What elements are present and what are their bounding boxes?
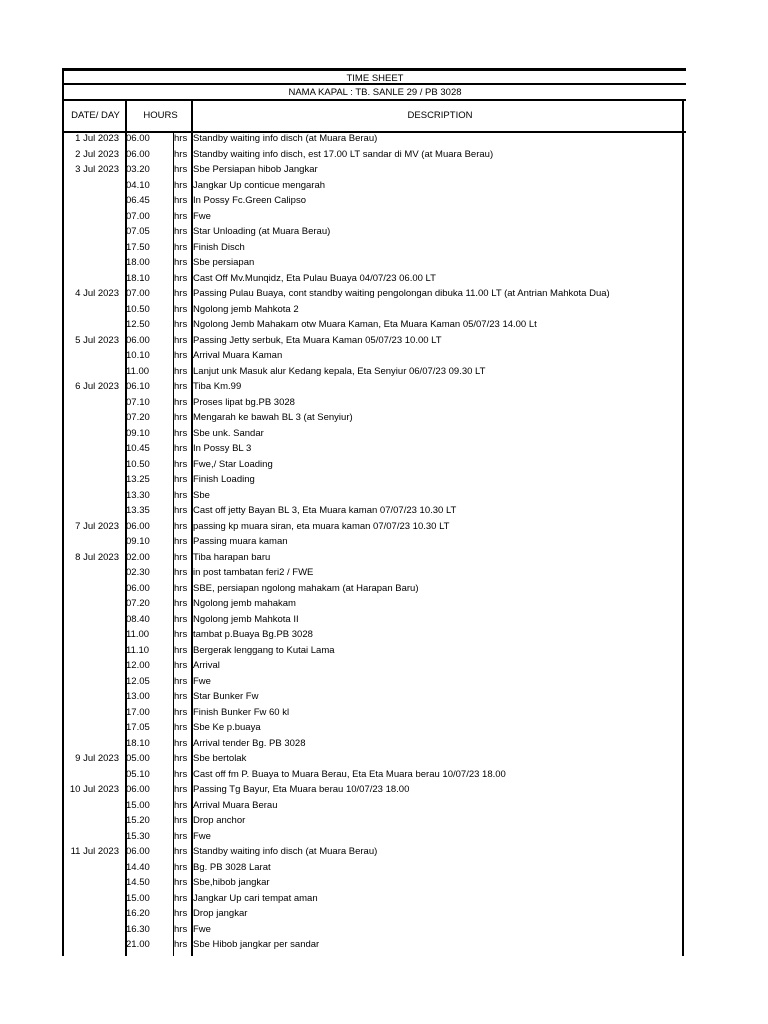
- table-row: [62, 503, 684, 519]
- table-row: [62, 472, 684, 488]
- row-time: 04.10: [126, 179, 150, 191]
- row-time: 13.35: [126, 505, 150, 516]
- row-description: Cast off jetty Bayan BL 3, Eta Muara kaman 07/07/23 10.30 LT: [193, 505, 457, 516]
- table-row: [62, 131, 684, 147]
- row-description: Standby waiting info disch (at Muara Berau): [193, 846, 378, 857]
- row-description: Fwe: [193, 675, 211, 687]
- row-date: 7 Jul 2023: [75, 520, 119, 532]
- row-time: 05.10: [126, 768, 150, 780]
- row-time: 05.00: [126, 753, 150, 764]
- row-unit: hrs: [174, 846, 188, 857]
- row-time: 18.00: [126, 257, 150, 268]
- table-row: [62, 813, 684, 829]
- table-row: [62, 441, 684, 457]
- row-unit: hrs: [174, 319, 188, 330]
- table-row: [62, 767, 684, 783]
- row-time: 21.00: [126, 939, 150, 950]
- row-description: Ngolong jemb Mahkota 2: [193, 303, 299, 315]
- table-row: [62, 240, 684, 256]
- row-time: 11.00: [126, 365, 150, 377]
- table-row: [62, 162, 684, 178]
- row-description: Sbe: [193, 489, 210, 501]
- row-date: 1 Jul 2023: [75, 133, 119, 144]
- row-unit: hrs: [174, 753, 188, 764]
- table-row: [62, 534, 684, 550]
- ship-name: NAMA KAPAL : TB. SANLE 29 / PB 3028: [62, 83, 686, 100]
- row-description: Ngolong jemb Mahkota II: [193, 613, 299, 625]
- row-unit: hrs: [174, 939, 188, 950]
- row-description: Drop jangkar: [193, 908, 248, 919]
- row-time: 12.00: [126, 660, 150, 671]
- row-date: 5 Jul 2023: [75, 334, 119, 346]
- row-unit: hrs: [174, 660, 188, 671]
- header-description: DESCRIPTION: [407, 110, 473, 121]
- row-unit: hrs: [174, 520, 188, 532]
- row-unit: hrs: [174, 210, 188, 222]
- row-description: Jangkar Up cari tempat aman: [193, 892, 318, 904]
- row-unit: hrs: [174, 706, 188, 718]
- row-description: In Possy Fc.Green Calipso: [193, 195, 306, 206]
- row-time: 06.00: [126, 334, 150, 346]
- row-unit: hrs: [174, 567, 188, 578]
- table-row: [62, 348, 684, 364]
- row-time: 17.05: [126, 722, 150, 733]
- row-time: 08.40: [126, 613, 150, 625]
- row-unit: hrs: [174, 241, 188, 253]
- row-time: 06.45: [126, 195, 150, 206]
- row-time: 17.50: [126, 241, 150, 253]
- row-unit: hrs: [174, 675, 188, 687]
- row-unit: hrs: [174, 613, 188, 625]
- row-unit: hrs: [174, 179, 188, 191]
- sheet-title: TIME SHEET: [62, 68, 686, 86]
- table-row: [62, 519, 684, 535]
- row-description: Fwe,/ Star Loading: [193, 458, 273, 470]
- row-unit: hrs: [174, 784, 188, 795]
- row-time: 02.30: [126, 567, 150, 578]
- row-date: 11 Jul 2023: [70, 846, 119, 857]
- row-description: Passing Pulau Buaya, cont standby waiting pengolongan dibuka 11.00 LT (at Antrian Mahkota Dua): [193, 288, 610, 299]
- row-unit: hrs: [174, 489, 188, 501]
- row-date: 9 Jul 2023: [75, 753, 119, 764]
- table-row: [62, 457, 684, 473]
- row-time: 06.00: [126, 846, 150, 857]
- table-row: [62, 922, 684, 938]
- row-description: Passing Jetty serbuk, Eta Muara Kaman 05/07/23 10.00 LT: [193, 334, 442, 346]
- row-description: Proses lipat bg.PB 3028: [193, 396, 295, 408]
- table-row: [62, 937, 684, 953]
- row-description: Passing Tg Bayur, Eta Muara berau 10/07/23 18.00: [193, 784, 410, 795]
- table-row: [62, 426, 684, 442]
- row-unit: hrs: [174, 768, 188, 780]
- row-time: 10.50: [126, 303, 150, 315]
- row-description: Jangkar Up conticue mengarah: [193, 179, 326, 191]
- row-unit: hrs: [174, 582, 188, 594]
- row-unit: hrs: [174, 536, 188, 547]
- table-row: [62, 891, 684, 907]
- row-time: 10.50: [126, 458, 150, 470]
- row-description: Drop anchor: [193, 815, 246, 826]
- header-date: DATE/ DAY: [71, 110, 120, 121]
- row-unit: hrs: [174, 164, 188, 175]
- table-row: [62, 720, 684, 736]
- row-description: Ngolong jemb mahakam: [193, 598, 296, 609]
- table-row: [62, 689, 684, 705]
- row-description: Sbe bertolak: [193, 753, 247, 764]
- row-time: 06.00: [126, 784, 150, 795]
- table-row: [62, 798, 684, 814]
- table-row: [62, 410, 684, 426]
- row-time: 10.10: [126, 350, 150, 361]
- row-description: Standby waiting info disch, est 17.00 LT sandar di MV (at Muara Berau): [193, 148, 494, 160]
- row-time: 06.00: [126, 148, 150, 160]
- row-date: 6 Jul 2023: [75, 381, 119, 392]
- table-row: [62, 581, 684, 597]
- row-unit: hrs: [174, 396, 188, 408]
- row-time: 16.20: [126, 908, 150, 919]
- row-time: 11.00: [126, 629, 150, 640]
- row-description: Tiba harapan baru: [193, 551, 271, 563]
- table-row: [62, 271, 684, 287]
- row-unit: hrs: [174, 722, 188, 733]
- row-description: Bg. PB 3028 Larat: [193, 861, 271, 873]
- table-row: [62, 627, 684, 643]
- table-row: [62, 844, 684, 860]
- row-unit: hrs: [174, 334, 188, 346]
- row-description: Arrival Muara Berau: [193, 799, 278, 811]
- row-unit: hrs: [174, 148, 188, 160]
- row-date: 10 Jul 2023: [69, 784, 119, 795]
- row-unit: hrs: [174, 350, 188, 361]
- table-row: [62, 875, 684, 891]
- row-unit: hrs: [174, 629, 188, 640]
- table-row: [62, 906, 684, 922]
- row-unit: hrs: [174, 257, 188, 268]
- row-description: Arrival Muara Kaman: [193, 350, 283, 361]
- table-row: [62, 193, 684, 209]
- table-row: [62, 364, 684, 380]
- row-time: 07.00: [126, 288, 150, 299]
- row-unit: hrs: [174, 365, 188, 377]
- row-description: Lanjut unk Masuk alur Kedang kepala, Eta Senyiur 06/07/23 09.30 LT: [193, 365, 486, 377]
- row-time: 06.00: [126, 520, 150, 532]
- table-row: [62, 209, 684, 225]
- row-unit: hrs: [174, 381, 188, 392]
- table-row: [62, 147, 684, 163]
- table-row: [62, 255, 684, 271]
- row-description: Fwe: [193, 830, 211, 842]
- table-row: [62, 829, 684, 845]
- row-description: Fwe: [193, 210, 211, 222]
- row-unit: hrs: [174, 644, 188, 656]
- table-row: [62, 379, 684, 395]
- table-row: [62, 333, 684, 349]
- row-unit: hrs: [174, 908, 188, 919]
- row-unit: hrs: [174, 691, 188, 702]
- row-time: 18.10: [126, 272, 150, 284]
- row-description: Finish Bunker Fw 60 kl: [193, 706, 290, 718]
- table-row: [62, 286, 684, 302]
- table-row: [62, 736, 684, 752]
- table-row: [62, 178, 684, 194]
- row-time: 16.30: [126, 923, 150, 935]
- row-time: 15.00: [126, 799, 150, 811]
- row-description: Star Bunker Fw: [193, 691, 259, 702]
- table-row: [62, 658, 684, 674]
- row-description: Passing muara kaman: [193, 536, 288, 547]
- row-unit: hrs: [174, 412, 188, 423]
- table-row: [62, 317, 684, 333]
- table-row: [62, 565, 684, 581]
- table-row: [62, 596, 684, 612]
- row-unit: hrs: [174, 861, 188, 873]
- row-description: Arrival tender Bg. PB 3028: [193, 737, 306, 749]
- row-time: 11.10: [126, 644, 150, 656]
- row-unit: hrs: [174, 815, 188, 826]
- row-unit: hrs: [174, 505, 188, 516]
- row-description: Sbe Persiapan hibob Jangkar: [193, 164, 318, 175]
- row-time: 12.05: [126, 675, 150, 687]
- row-description: Cast Off Mv.Munqidz, Eta Pulau Buaya 04/07/23 06.00 LT: [193, 272, 436, 284]
- table-row: [62, 550, 684, 566]
- row-unit: hrs: [174, 877, 188, 888]
- row-description: Finish Loading: [193, 474, 255, 485]
- row-unit: hrs: [174, 551, 188, 563]
- row-unit: hrs: [174, 226, 188, 237]
- row-description: Star Unloading (at Muara Berau): [193, 226, 331, 237]
- row-description: Sbe,hibob jangkar: [193, 877, 270, 888]
- row-time: 07.10: [126, 396, 150, 408]
- row-description: Bergerak lenggang to Kutai Lama: [193, 644, 335, 656]
- row-unit: hrs: [174, 195, 188, 206]
- row-time: 13.30: [126, 489, 150, 501]
- row-description: passing kp muara siran, eta muara kaman 07/07/23 10.30 LT: [193, 520, 450, 532]
- table-row: [62, 705, 684, 721]
- row-time: 03.20: [126, 164, 150, 175]
- row-unit: hrs: [174, 443, 188, 454]
- row-unit: hrs: [174, 598, 188, 609]
- row-time: 06.00: [126, 133, 150, 144]
- table-row: [62, 488, 684, 504]
- row-unit: hrs: [174, 288, 188, 299]
- table-row: [62, 302, 684, 318]
- row-description: Ngolong Jemb Mahakam otw Muara Kaman, Eta Muara Kaman 05/07/23 14.00 Lt: [193, 319, 537, 330]
- table-row: [62, 224, 684, 240]
- row-time: 17.00: [126, 706, 150, 718]
- row-description: Finish Disch: [193, 241, 245, 253]
- row-description: Fwe: [193, 923, 211, 935]
- row-time: 14.40: [126, 861, 150, 873]
- table-row: [62, 395, 684, 411]
- row-unit: hrs: [174, 458, 188, 470]
- row-description: Sbe Ke p.buaya: [193, 722, 261, 733]
- header-hours: HOURS: [143, 110, 178, 121]
- table-row: [62, 612, 684, 628]
- row-time: 07.05: [126, 226, 150, 237]
- row-time: 06.00: [126, 582, 150, 594]
- row-date: 8 Jul 2023: [75, 551, 119, 563]
- row-unit: hrs: [174, 133, 188, 144]
- row-time: 07.00: [126, 210, 150, 222]
- row-unit: hrs: [174, 272, 188, 284]
- table-row: [62, 674, 684, 690]
- row-description: in post tambatan feri2 / FWE: [193, 567, 314, 578]
- row-time: 02.00: [126, 551, 150, 563]
- row-description: Sbe persiapan: [193, 257, 255, 268]
- row-description: SBE, persiapan ngolong mahakam (at Harapan Baru): [193, 582, 419, 594]
- row-description: Standby waiting info disch (at Muara Berau): [193, 133, 378, 144]
- table-row: [62, 782, 684, 798]
- row-unit: hrs: [174, 303, 188, 315]
- row-description: Arrival: [193, 660, 220, 671]
- row-date: 4 Jul 2023: [75, 288, 119, 299]
- row-unit: hrs: [174, 737, 188, 749]
- table-header: [62, 99, 686, 133]
- row-unit: hrs: [174, 830, 188, 842]
- row-time: 15.00: [126, 892, 150, 904]
- row-description: Cast off fm P. Buaya to Muara Berau, Eta Eta Muara berau 10/07/23 18.00: [193, 768, 506, 780]
- row-time: 15.30: [126, 830, 150, 842]
- row-unit: hrs: [174, 923, 188, 935]
- row-time: 09.10: [126, 427, 150, 439]
- row-time: 13.00: [126, 691, 150, 702]
- row-description: Sbe Hibob jangkar per sandar: [193, 939, 320, 950]
- row-unit: hrs: [174, 892, 188, 904]
- row-unit: hrs: [174, 799, 188, 811]
- row-date: 2 Jul 2023: [75, 148, 119, 160]
- table-row: [62, 643, 684, 659]
- row-time: 07.20: [126, 598, 150, 609]
- row-time: 10.45: [126, 443, 150, 454]
- row-unit: hrs: [174, 474, 188, 485]
- row-description: Mengarah ke bawah BL 3 (at Senyiur): [193, 412, 353, 423]
- row-time: 06.10: [126, 381, 150, 392]
- row-unit: hrs: [174, 427, 188, 439]
- row-time: 12.50: [126, 319, 150, 330]
- table-row: [62, 751, 684, 767]
- row-time: 13.25: [126, 474, 150, 485]
- table-row: [62, 860, 684, 876]
- row-description: Sbe unk. Sandar: [193, 427, 264, 439]
- row-description: Tiba Km.99: [193, 381, 242, 392]
- row-time: 14.50: [126, 877, 150, 888]
- row-description: tambat p.Buaya Bg.PB 3028: [193, 629, 313, 640]
- row-description: In Possy BL 3: [193, 443, 252, 454]
- row-time: 09.10: [126, 536, 150, 547]
- row-date: 3 Jul 2023: [75, 164, 119, 175]
- row-time: 07.20: [126, 412, 150, 423]
- row-time: 15.20: [126, 815, 150, 826]
- row-time: 18.10: [126, 737, 150, 749]
